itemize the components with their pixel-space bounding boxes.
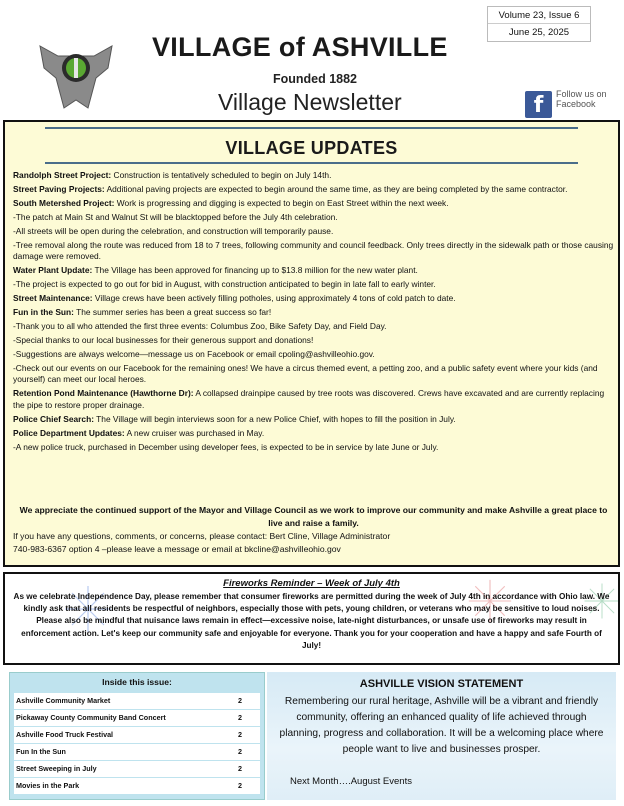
toc-row[interactable] xyxy=(14,710,260,726)
update-entry xyxy=(13,349,614,360)
contact-phone-email: 740-983-6367 option 4 –please leave a message or email at bkcline@ashvilleohio.gov xyxy=(13,543,341,554)
update-text: -A new police truck, purchased in December using developer fees, is expected to be in service by late June or July. xyxy=(13,441,439,452)
update-entry xyxy=(13,198,614,209)
volume-label: Volume 23, Issue 6 xyxy=(488,7,590,24)
toc-row[interactable] xyxy=(14,744,260,760)
vision-statement: Remembering our rural heritage, Ashville will be a vibrant and friendly community, offering an enhanced quality of life achieved through planning, progress and collaboration. It will be a welcoming place where people want to live and businesses prosper. xyxy=(279,696,604,755)
update-entry xyxy=(13,184,614,195)
update-entry xyxy=(13,293,614,304)
update-label: Randolph Street Project: xyxy=(13,170,112,180)
update-text: -The project is expected to go out for bid in August, with construction anticipated to begin in late fall to early winter. xyxy=(13,279,436,290)
contact-info xyxy=(13,530,614,555)
update-entry xyxy=(13,279,614,290)
toc-item-name: Ashville Community Market xyxy=(16,696,111,705)
update-text: -Special thanks to our local businesses for their generous support and donations! xyxy=(13,335,314,346)
update-text: Work is progressing and digging is expected to begin on East Street within the next week. xyxy=(114,198,449,208)
toc-item-name: Pickaway County Community Band Concert xyxy=(16,713,166,722)
update-text: A collapsed drainpipe caused by tree roots was discovered. Crews have excavated and are currently replacing the pipe to restore proper drainage. xyxy=(13,388,605,410)
update-text: -The patch at Main St and Walnut St will be blacktopped before the July 4th celebration. xyxy=(13,212,338,222)
update-label: Fun in the Sun: xyxy=(13,307,74,318)
update-entry xyxy=(13,240,614,262)
update-entry xyxy=(13,307,614,318)
update-text: Additional paving projects are expected to begin around the same time, as they are being completed by the same contractor. xyxy=(104,184,568,194)
toc-item-page: 2 xyxy=(238,781,242,790)
update-entry xyxy=(13,335,614,346)
next-month-teaser: Next Month….August Events xyxy=(290,776,412,787)
update-entry xyxy=(13,265,614,276)
update-entry xyxy=(13,414,614,425)
update-label: Street Maintenance: xyxy=(13,293,93,304)
issue-date: June 25, 2025 xyxy=(508,27,570,38)
toc-item-name: Street Sweeping in July xyxy=(16,764,97,773)
update-text: -Check out our events on our Facebook for the remaining ones! We have a circus themed event, a petting zoo, and a public safety event where your kids (and yourself) can meet our local heroes. xyxy=(13,363,598,385)
update-label: Police Chief Search: xyxy=(13,413,94,424)
update-text: -All streets will be open during the celebration, and construction will temporarily pause. xyxy=(13,226,334,236)
newsletter-subtitle: Village Newsletter xyxy=(218,89,402,115)
contact-line: If you have any questions, comments, or concerns, please contact: Bert Cline, Village Administrator xyxy=(13,531,391,541)
village-emblem-icon xyxy=(38,38,114,110)
update-label: Street Paving Projects: xyxy=(13,184,105,194)
update-label: Water Plant Update: xyxy=(13,265,93,276)
update-text: -Thank you to all who attended the first three events: Columbus Zoo, Bike Safety Day, and Field Day. xyxy=(13,321,387,332)
updates-list xyxy=(13,170,614,456)
update-label: South Metershed Project: xyxy=(13,198,115,208)
fireworks-reminder xyxy=(3,572,620,665)
toc-item-page: 2 xyxy=(238,764,242,773)
update-text: Construction is tentatively scheduled to begin on July 14th. xyxy=(111,170,332,180)
update-entry xyxy=(13,388,614,410)
fireworks-body: As we celebrate Independence Day, please remember that consumer fireworks are permitted during the week of July 4th in accordance with Ohio law. We kindly ask that all residents be respectful of neighbors, especially those with pets, young children, or veterans who may be sensitive to loud noises. Please also be mindful that nuisance laws remain in effect—excessive noise, late-night disturbances, or unsafe use of fireworks may result in enforcement action. Let's keep our community safe and enjoyable for everyone. Thank you for your cooperation and have a happy and safe Fourth of July! xyxy=(13,592,610,650)
toc-item-page: 2 xyxy=(238,747,242,756)
inside-this-issue xyxy=(9,672,265,800)
toc-item-page: 2 xyxy=(238,696,242,705)
issue-info xyxy=(487,6,591,42)
update-label: Police Department Updates: xyxy=(13,427,125,438)
updates-heading: VILLAGE UPDATES xyxy=(225,138,398,158)
update-entry xyxy=(13,226,614,237)
toc-row[interactable] xyxy=(14,693,260,709)
update-entry xyxy=(13,321,614,332)
update-text: The Village will begin interviews soon for a new Police Chief, with hopes to fill the position in July. xyxy=(94,413,456,424)
toc-item-name: Ashville Food Truck Festival xyxy=(16,730,114,739)
update-entry xyxy=(13,442,614,453)
newsletter-title: VILLAGE of ASHVILLE xyxy=(152,32,448,62)
heading-rule xyxy=(45,162,578,164)
toc-item-name: Movies in the Park xyxy=(16,781,80,790)
update-text: -Tree removal along the route was reduced from 18 to 7 trees, following community and council feedback. Only trees directly in the sidewalk path or those causing damage were removed. xyxy=(13,240,614,262)
toc-item-page: 2 xyxy=(238,730,242,739)
facebook-follow-link[interactable]: Follow us on Facebook xyxy=(556,89,607,109)
update-entry xyxy=(13,212,614,223)
inside-title: Inside this issue: xyxy=(102,677,172,687)
update-text: The summer series has been a great success so far! xyxy=(73,307,272,318)
update-label: Retention Pond Maintenance (Hawthorne Dr): xyxy=(13,388,194,399)
toc-row[interactable] xyxy=(14,778,260,794)
appreciation-note: We appreciate the continued support of the Mayor and Village Council as we work to improve our community and make Ashville a great place to live and raise a family. xyxy=(19,505,608,528)
update-entry xyxy=(13,363,614,385)
update-entry xyxy=(13,170,614,181)
top-rule xyxy=(45,127,578,129)
toc-row[interactable] xyxy=(14,727,260,743)
update-text: Village crews have been actively filling potholes, using approximately 4 tons of cold patch to date. xyxy=(92,293,456,304)
toc-item-page: 2 xyxy=(238,713,242,722)
update-text: A new cruiser was purchased in May. xyxy=(124,427,265,438)
toc-item-name: Fun In the Sun xyxy=(16,747,66,756)
update-text: The Village has been approved for financing up to $13.8 million for the new water plant. xyxy=(92,265,418,276)
facebook-icon[interactable]: f xyxy=(525,91,552,118)
update-text: -Suggestions are always welcome—message us on Facebook or email cpoling@ashvilleohio.gov. xyxy=(13,349,375,360)
founded-year: Founded 1882 xyxy=(272,72,358,86)
fireworks-title: Fireworks Reminder – Week of July 4th xyxy=(223,578,400,589)
update-entry xyxy=(13,428,614,439)
toc-row[interactable] xyxy=(14,761,260,777)
vision-title: ASHVILLE VISION STATEMENT xyxy=(359,678,524,690)
village-updates-section xyxy=(3,120,620,567)
